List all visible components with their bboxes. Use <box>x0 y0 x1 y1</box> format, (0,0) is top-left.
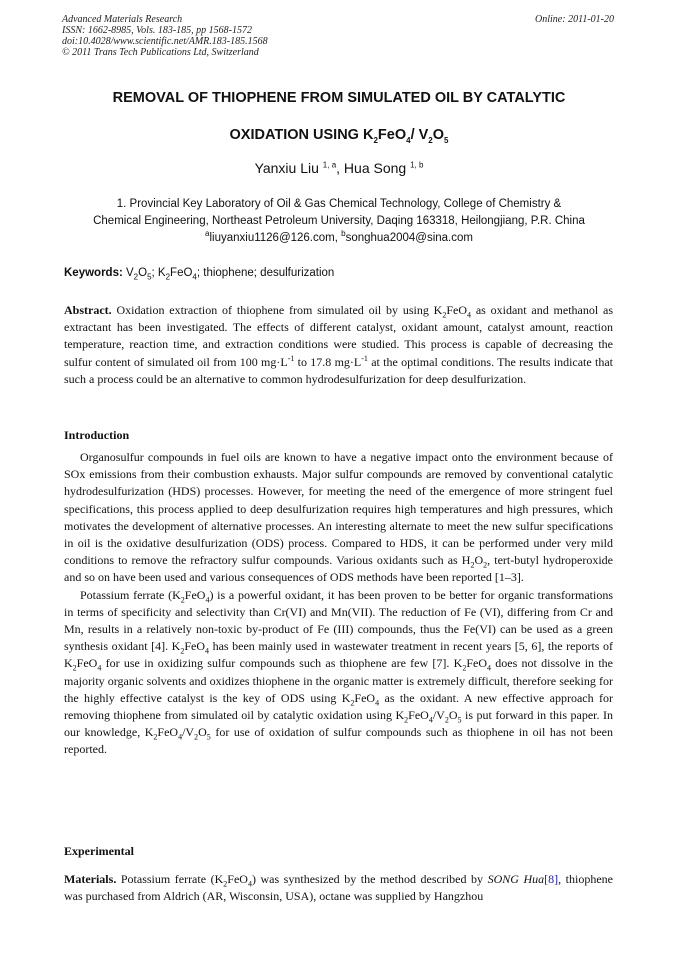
journal-header <box>62 14 268 58</box>
author-1: Yanxiu Liu <box>254 160 319 176</box>
experimental-heading: Experimental <box>64 844 134 858</box>
author-emails: $^a$liuyanxiu1126@126.com, $^b$songhua2004@sina.com <box>205 229 473 244</box>
keywords-text: $V_2O_5$; $K_2FeO_4$; thiophene; desulfurization <box>126 267 335 282</box>
abstract-text: Oxidation extraction of thiophene from simulated oil by using $K_2FeO_4$ as oxidant and methanol as extractant has been investigated. The effects of different catalyst, oxidant amount, catalyst amount, reaction temperature, reaction time, and extraction conditions were studied. This process is capable of decreasing the sulfur content of simulated oil from 100 $mg\cdot L^{-1}$ to 17.8 $mg\cdot L^{-1}$ at the optimal conditions. The results indicate that such a process could be an alternative to common hydrodesulfurization for deep desulfurization. <box>64 303 614 386</box>
journal-name: Advanced Materials Research <box>62 14 183 25</box>
online-date: Online: 2011-01-20 <box>535 14 614 25</box>
intro-paragraph-2: Potassium ferrate $(K_2FeO_4)$ is a powerful oxidant, it has been proven to be better for organic transformations in terms of specificity and selectivity than Cr(VI) and Mn(VII). The reduction of Fe (VI), differing from Cr and Mn, results in a relatively non-toxic by-product of Fe (III) compounds, thus the Fe(VI) can be used as a green synthesis oxidant [4]. $K_2FeO_4$ has been mainly used in wastewater treatment in recent years [5, 6], the reports of $K_2FeO_4$ for use in oxidizing sulfur compounds such as thiophene are few [7]. $K_2FeO_4$ does not dissolve in the majority organic solvents and oxidizes thiophene in the organic matter is extremely difficult, therefore seeking for the highly effective catalyst is the key of ODS using $K_2FeO_4$ as the oxidant. A new effective approach for removing thiophene from simulated oil by catalytic oxidation using $K_2FeO_4/V_2O_5$ is put forward in this paper. In our knowledge, $K_2FeO_4/V_2O_5$ for use of oxidation of sulfur compounds such as thiophene in oil has not been reported. <box>64 587 614 757</box>
materials-paragraph: Materials. Potassium ferrate $(K_2FeO_4)$ was synthesized by the method described by SONG Hua[8], thiophene was purchased from Aldrich (AR, Wisconsin, USA), octane was supplied by Hangzhou <box>64 872 613 904</box>
author-list: Yanxiu Liu $^{1, a}$, Hua Song $^{1, b}$ <box>254 160 424 176</box>
intro-paragraph-1: Organosulfur compounds in fuel oils are known to have a negative impact onto the environment because of SOx emissions from their combustion exhausts. Major sulfur compounds are removed by conventional catalytic hydrodesulfurization (HDS) processes. However, for meeting the need of the emergence of more stringent fuel specifications, this process applied to deep desulfurization requires high temperatures and high pressures, which motivates the development of alternative processes. An interesting alternate to meet the new sulfur specifications in oil is the oxidative desulfurization (ODS) process. Compared to HDS, it can be performed under very mild conditions to remove the refractory sulfur compounds. Various oxidants such as $H_2O_2$, tert-butyl hydroperoxide and so on have been used and various consequences of ODS methods have been reported [1–3]. <box>64 450 613 585</box>
author-2: Hua Song <box>343 160 407 176</box>
affiliation-line-2: Chemical Engineering, Northeast Petroleum University, Daqing 163318, Heilongjiang, P.R. China <box>93 215 585 227</box>
introduction-body <box>64 449 613 759</box>
abstract <box>64 302 613 388</box>
title-line-1: REMOVAL OF THIOPHENE FROM SIMULATED OIL BY CATALYTIC <box>112 90 566 106</box>
reference-8-link[interactable]: [8] <box>544 872 559 886</box>
issn-line: ISSN: 1662-8985, Vols. 183-185, pp 1568-1572 <box>62 25 252 36</box>
introduction-heading: Introduction <box>64 428 130 442</box>
keywords <box>64 267 335 282</box>
materials-label: Materials. <box>64 872 117 886</box>
email-a[interactable]: liuyanxiu1126@126.com, <box>209 232 342 244</box>
title-line-2: OXIDATION USING $K_2FeO_4/$ $V_2O_5$ <box>229 127 449 145</box>
affiliation-line-1: 1. Provincial Key Laboratory of Oil & Gas Chemical Technology, College of Chemistry & <box>116 198 562 210</box>
cited-author: SONG Hua <box>487 872 545 886</box>
doi-line: doi:10.4028/www.scientific.net/AMR.183-185.1568 <box>62 36 268 47</box>
keywords-label: Keywords: <box>64 267 123 279</box>
email-b[interactable]: songhua2004@sina.com <box>345 232 473 244</box>
abstract-label: Abstract. <box>64 303 112 317</box>
affiliation <box>40 196 638 247</box>
copyright-line: © 2011 Trans Tech Publications Ltd, Switzerland <box>62 47 259 58</box>
